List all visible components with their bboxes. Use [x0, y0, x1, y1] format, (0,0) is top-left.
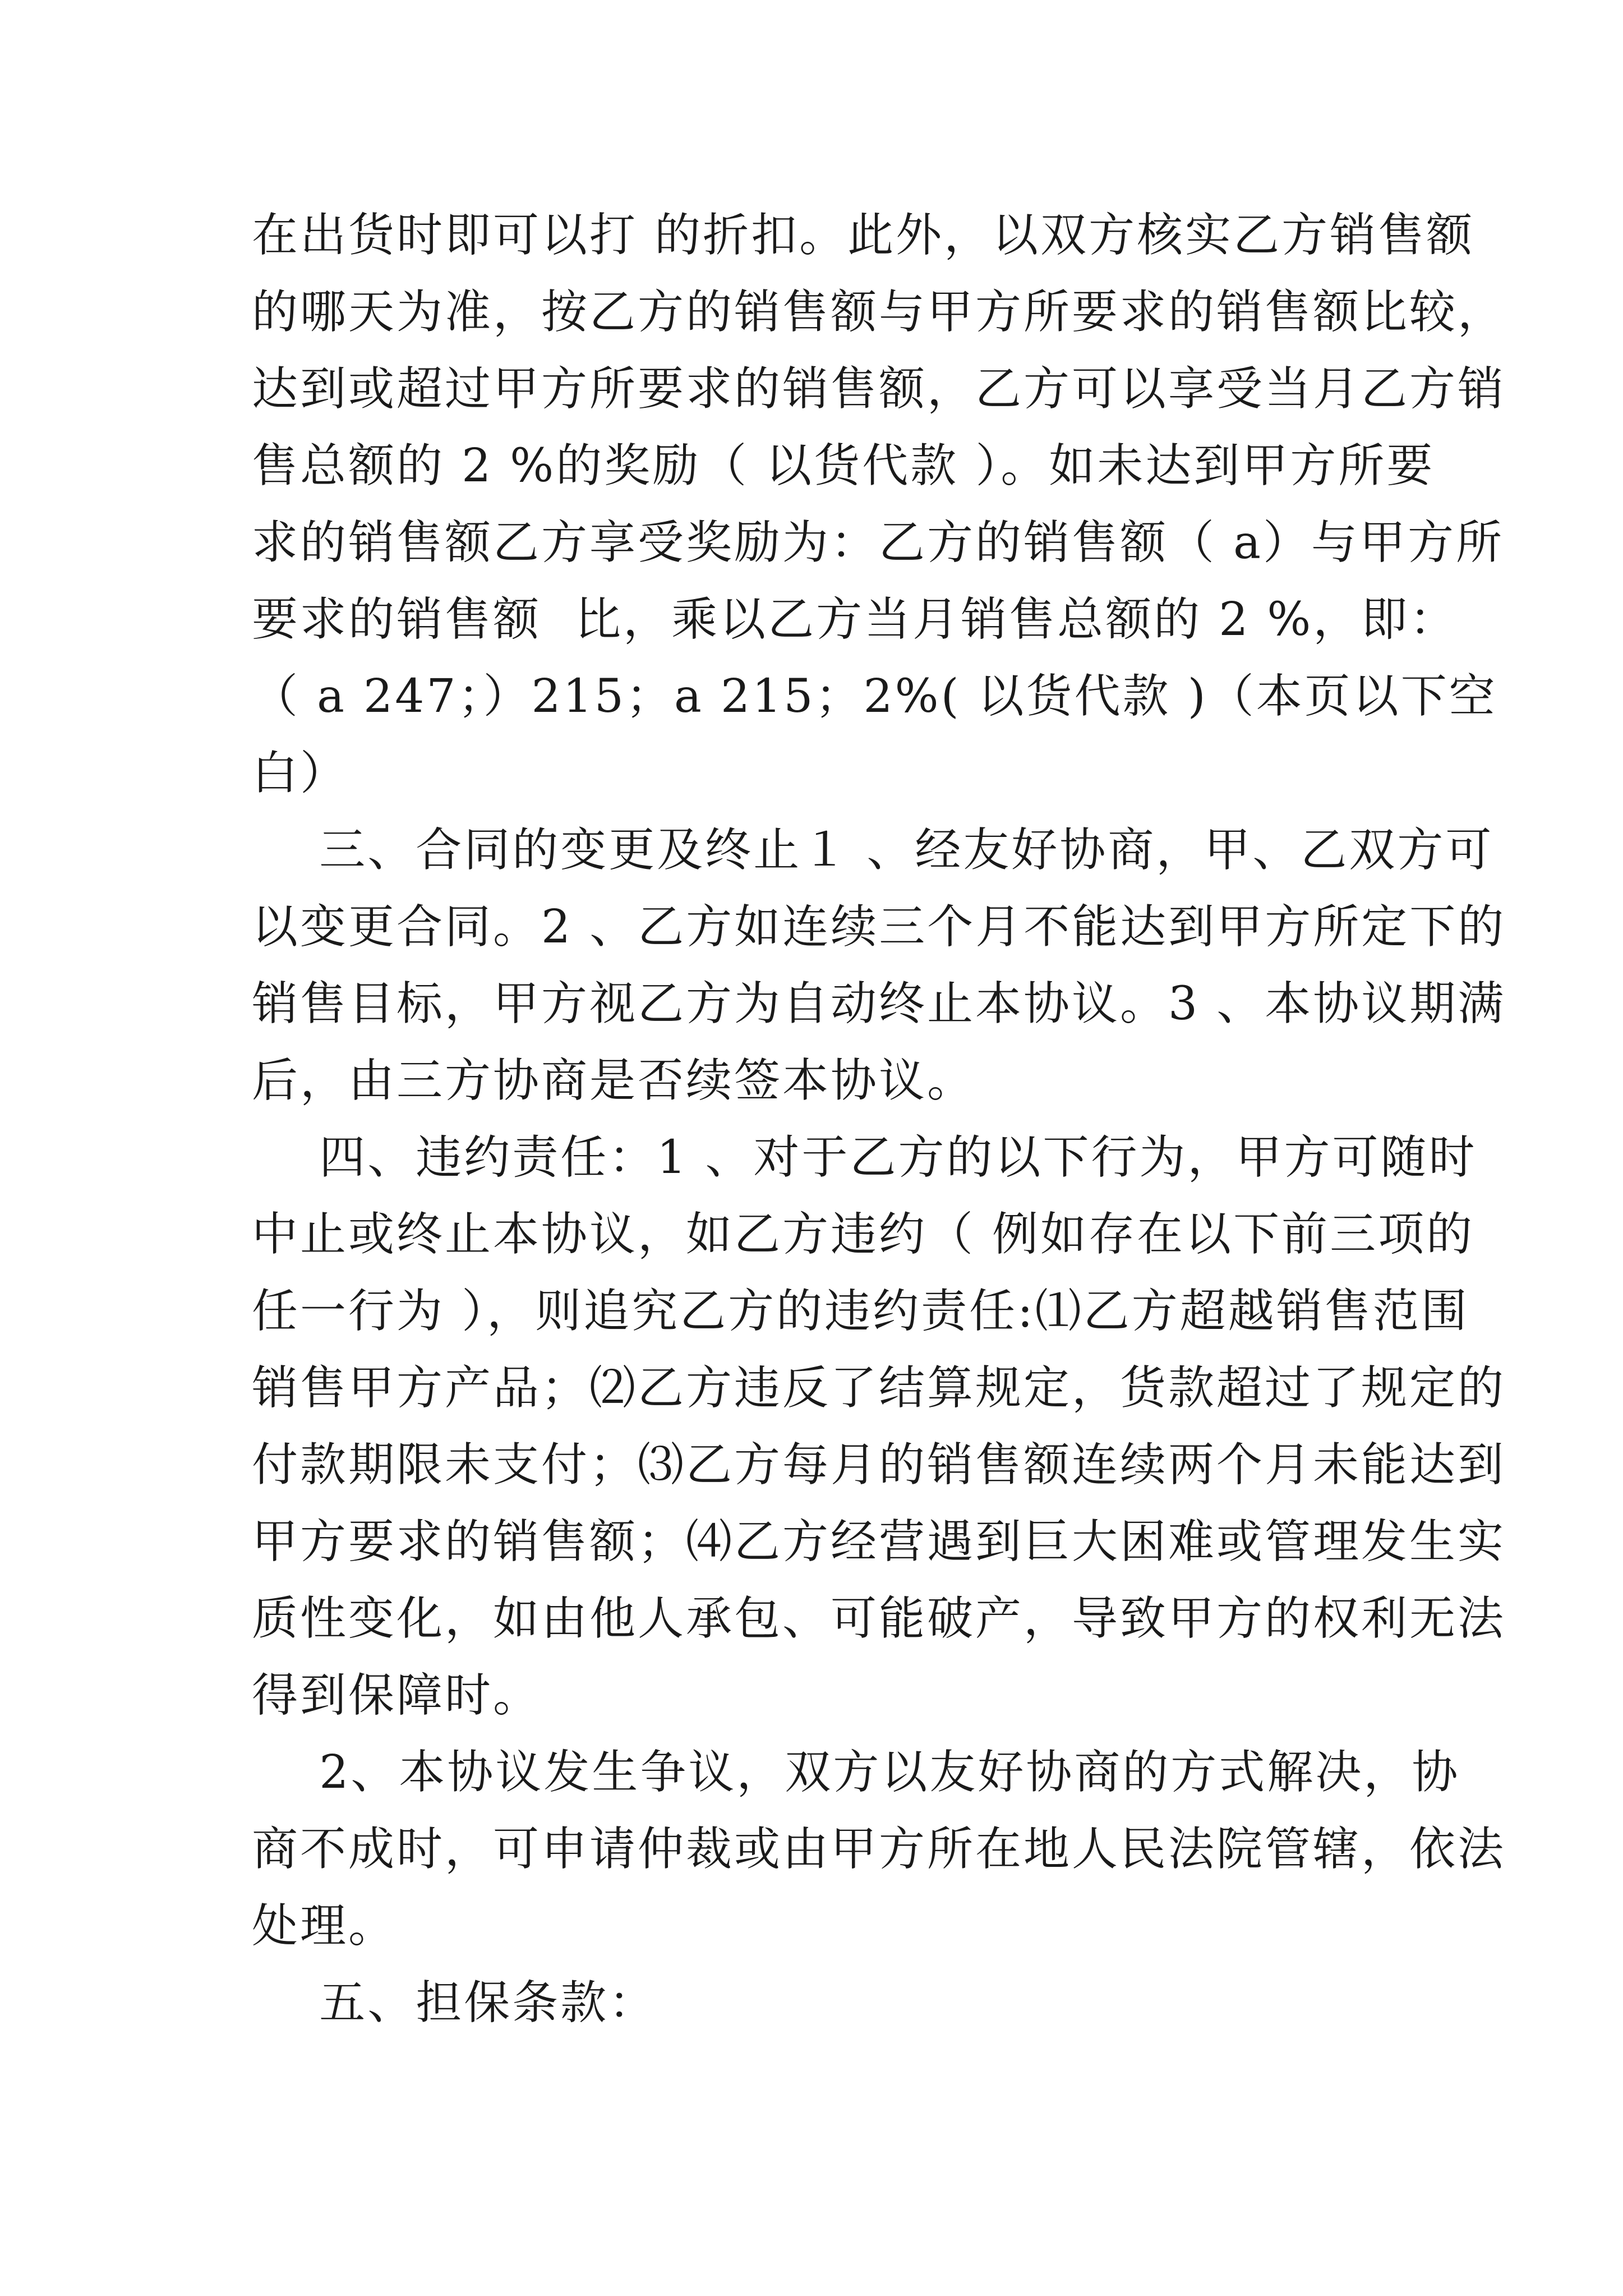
- text-line: 在出货时即可以打 的折扣。此外，以双方核实乙方销售额: [252, 209, 1475, 262]
- text-line: 甲方要求的销售额；⑷乙方经营遇到巨大困难或管理发生实: [252, 1515, 1506, 1568]
- text-line: 以变更合同。2 、乙方如连续三个月不能达到甲方所定下的: [252, 900, 1506, 954]
- section-heading-line: 四、违约责任：1 、对于乙方的以下行为，甲方可随时: [252, 1131, 1477, 1184]
- paragraph-line: 2、本协议发生争议，双方以友好协商的方式解决，协: [252, 1746, 1460, 1799]
- text-line: 要求的销售额 比，乘以乙方当月销售总额的 2 %，即：: [252, 593, 1458, 646]
- text-line: （ a 247；）215；a 215；2%( 以货代款 )（本页以下空: [252, 670, 1497, 723]
- text-line: 售总额的 2 %的奖励（ 以货代款 ）。如未达到甲方所要: [252, 439, 1435, 493]
- text-line: 达到或超过甲方所要求的销售额，乙方可以享受当月乙方销: [252, 362, 1506, 416]
- section-heading-line: 五、担保条款：: [252, 1976, 657, 2030]
- text-line: 的哪天为准，按乙方的销售额与甲方所要求的销售额比较，: [252, 286, 1506, 339]
- text-line: 销售目标，甲方视乙方为自动终止本协议。3 、本协议期满: [252, 977, 1506, 1030]
- text-line: 求的销售额乙方享受奖励为：乙方的销售额（ a）与甲方所: [252, 516, 1504, 569]
- text-line: 得到保障时。: [252, 1669, 542, 1722]
- text-line: 商不成时，可申请仲裁或由甲方所在地人民法院管辖，依法: [252, 1823, 1506, 1876]
- text-line: 质性变化，如由他人承包、可能破产，导致甲方的权利无法: [252, 1592, 1506, 1645]
- text-line: 销售甲方产品；⑵乙方违反了结算规定，货款超过了规定的: [252, 1361, 1506, 1415]
- text-line: 处理。: [252, 1899, 397, 1953]
- text-line: 付款期限未支付；⑶乙方每月的销售额连续两个月未能达到: [252, 1438, 1506, 1492]
- text-line: 白）: [252, 747, 349, 800]
- text-line: 后，由三方协商是否续签本协议。: [252, 1054, 976, 1107]
- text-line: 任一行为 ），则追究乙方的违约责任:⑴乙方超越销售范围: [252, 1285, 1469, 1338]
- section-heading-line: 三、合同的变更及终止１ 、经友好协商，甲、乙双方可: [252, 823, 1494, 877]
- text-line: 中止或终止本协议，如乙方违约（ 例如存在以下前三项的: [252, 1208, 1475, 1261]
